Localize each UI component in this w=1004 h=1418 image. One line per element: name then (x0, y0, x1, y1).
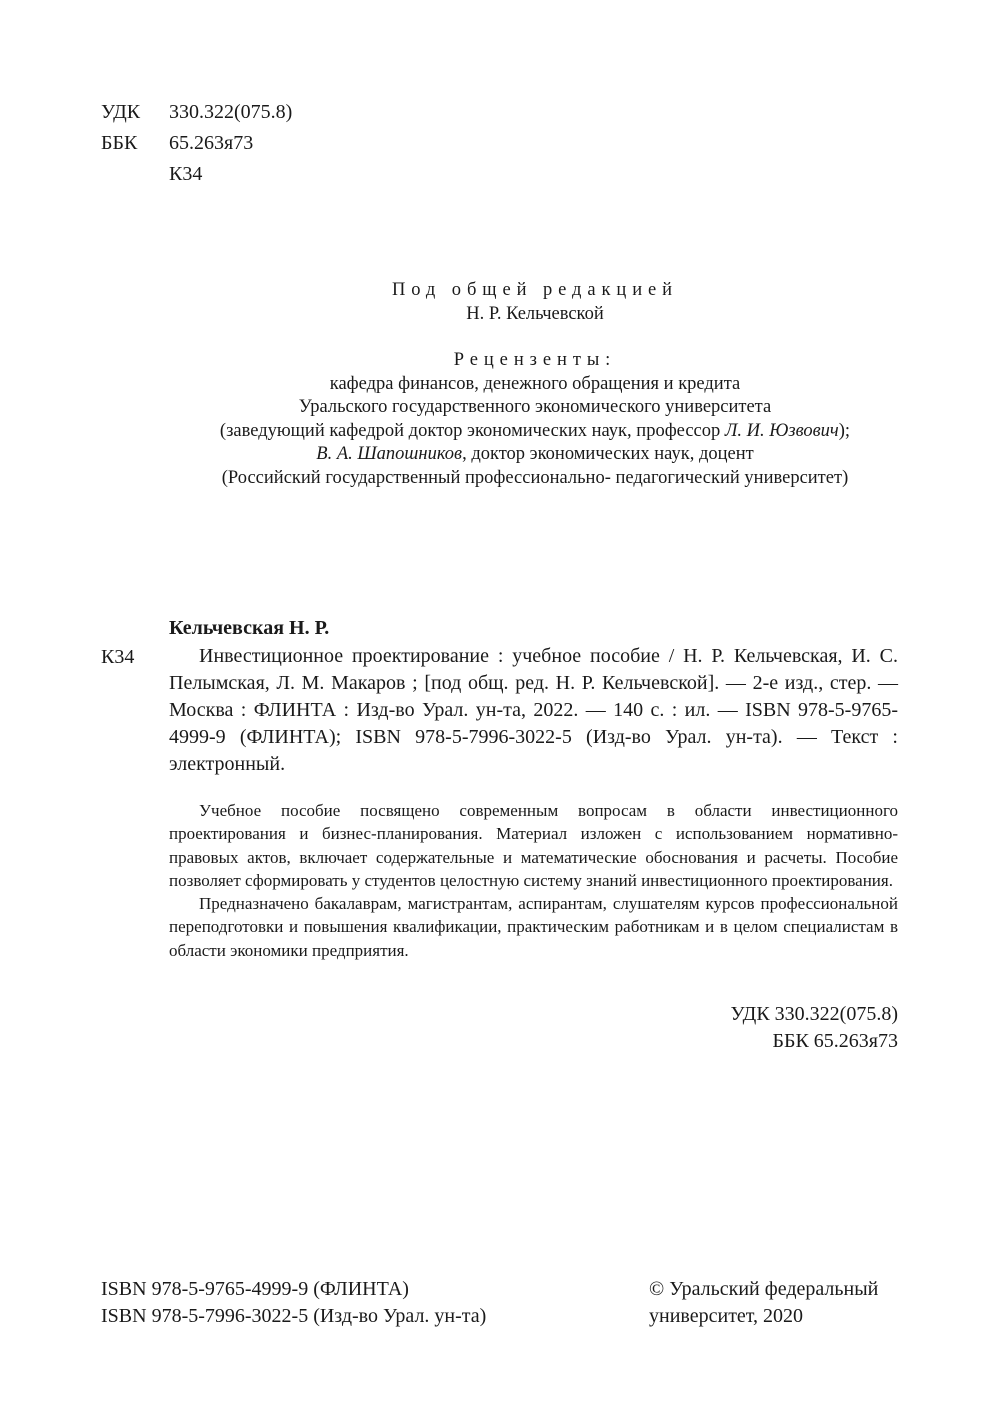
isbn-block (101, 1276, 486, 1330)
reviewer-name-yuzvovich: Л. И. Юзвович (724, 420, 839, 441)
bbk-label: ББК (101, 132, 138, 154)
reviewer-line-4: В. А. Шапошников, доктор экономических наук, доцент (316, 444, 754, 464)
bbk-value: 65.263я73 (169, 132, 254, 154)
editor-heading: Под общей редакцией (392, 280, 678, 300)
reviewer-name-shaposhnikov: В. А. Шапошников (316, 444, 463, 464)
udk-label: УДК (101, 101, 141, 123)
reviewer-line-2: Уральского государственного экономического университета (298, 397, 772, 417)
reviewer-line-3: (заведующий кафедрой доктор экономических наук, профессор Л. И. Юзвович); (219, 420, 851, 441)
editor-name: Н. Р. Кельчевской (466, 303, 604, 324)
card-code: К34 (101, 646, 135, 668)
reviewers-heading: Рецензенты: (453, 350, 617, 370)
bbk-row (101, 128, 292, 159)
annotation (169, 799, 898, 962)
footer-bbk: ББК 65.263я73 (772, 1030, 898, 1052)
editor-block (150, 279, 920, 326)
reviewers-block (150, 349, 920, 490)
footer-udk: УДК 330.322(075.8) (730, 1003, 898, 1025)
isbn-line-1: ISBN 978-5-9765-4999-9 (ФЛИНТА) (101, 1278, 409, 1300)
footer-codes (731, 1001, 898, 1055)
reviewer-line-1: кафедра финансов, денежного обращения и кредита (329, 373, 741, 394)
annotation-paragraph-2: Предназначено бакалаврам, магистрантам, аспирантам, слушателям курсов профессиональной переподготовки и повышения квалификации, практическим работникам и в целом специалистам в области экономики предприятия. (169, 894, 898, 960)
reviewer-line-5: (Российский государственный профессионально- педагогический университет) (221, 467, 849, 488)
udk-row (101, 97, 292, 128)
isbn-line-2: ISBN 978-5-7996-3022-5 (Изд-во Урал. ун-та) (101, 1305, 487, 1327)
annotation-paragraph-1: Учебное пособие посвящено современным вопросам в области инвестиционного проектирования и бизнес-планирования. Материал изложен с использованием нормативно-правовых актов, включает содержательные и математические обоснования и расчеты. Пособие позволяет сформировать у студентов целостную систему знаний инвестиционного проектирования. (169, 801, 898, 890)
card-author: Кельчевская Н. Р. (169, 617, 330, 639)
copyright-line-1: © Уральский федеральный (649, 1278, 879, 1300)
copyright-line-2: университет, 2020 (649, 1305, 804, 1327)
classification-block (101, 97, 292, 190)
copyright-block (649, 1276, 878, 1330)
udk-value: 330.322(075.8) (169, 101, 293, 123)
card-description: Инвестиционное проектирование : учебное пособие / Н. Р. Кельчевская, И. С. Пелымская, Л. М. Макаров ; [под общ. ред. Н. Р. Кельчевской]. — 2-е изд., стер. — Москва : ФЛИНТА : Изд-во Урал. ун-та, 2022. — 140 с. : ил. — ISBN 978-5-9765-4999-9 (ФЛИНТА); ISBN 978-5-7996-3022-5 (Изд-во Урал. ун-та). — Текст : электронный. (169, 645, 898, 775)
author-mark-row (101, 159, 292, 190)
author-mark: К34 (169, 163, 203, 185)
